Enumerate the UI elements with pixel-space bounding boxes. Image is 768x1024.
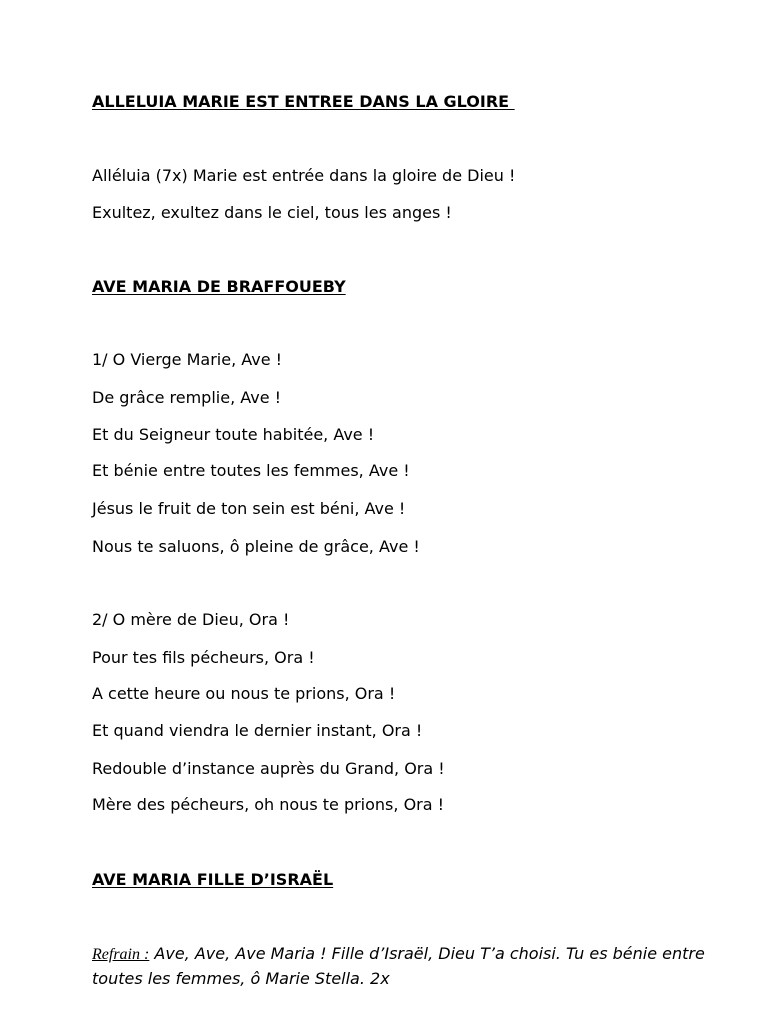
lyric-line: Pour tes fils pécheurs, Ora !: [92, 648, 315, 667]
lyric-line: Mère des pécheurs, oh nous te prions, Ora !: [92, 795, 445, 814]
lyric-line: Exultez, exultez dans le ciel, tous les anges !: [92, 203, 452, 222]
refrain-text: Ave, Ave, Ave Maria ! Fille d’Israël, Dieu T’a choisi. Tu es bénie entre toutes les femmes, ô Marie Stella. 2x: [92, 944, 705, 988]
lyric-line: De grâce remplie, Ave !: [92, 388, 282, 407]
refrain-label: Refrain :: [92, 946, 150, 963]
lyric-line: Et quand viendra le dernier instant, Ora !: [92, 721, 423, 740]
lyric-line: 1/ O Vierge Marie, Ave !: [92, 350, 283, 369]
lyric-line: A cette heure ou nous te prions, Ora !: [92, 684, 396, 703]
lyric-line: 2/ O mère de Dieu, Ora !: [92, 610, 290, 629]
lyric-line: Nous te saluons, ô pleine de grâce, Ave !: [92, 537, 420, 556]
lyric-line: Redouble d’instance auprès du Grand, Ora !: [92, 759, 445, 778]
refrain-paragraph: [92, 942, 712, 991]
lyric-line: Et du Seigneur toute habitée, Ave !: [92, 425, 375, 444]
lyric-line: Et bénie entre toutes les femmes, Ave !: [92, 461, 410, 480]
section-title-ave-maria-fille-israel: AVE MARIA FILLE D’ISRAËL: [92, 870, 334, 889]
section-title-ave-maria-braffoueby: AVE MARIA DE BRAFFOUEBY: [92, 277, 346, 296]
section-title-alleluia: ALLELUIA MARIE EST ENTREE DANS LA GLOIRE: [92, 92, 515, 111]
lyric-line: Alléluia (7x) Marie est entrée dans la gloire de Dieu !: [92, 166, 516, 185]
lyric-line: Jésus le fruit de ton sein est béni, Ave !: [92, 499, 406, 518]
